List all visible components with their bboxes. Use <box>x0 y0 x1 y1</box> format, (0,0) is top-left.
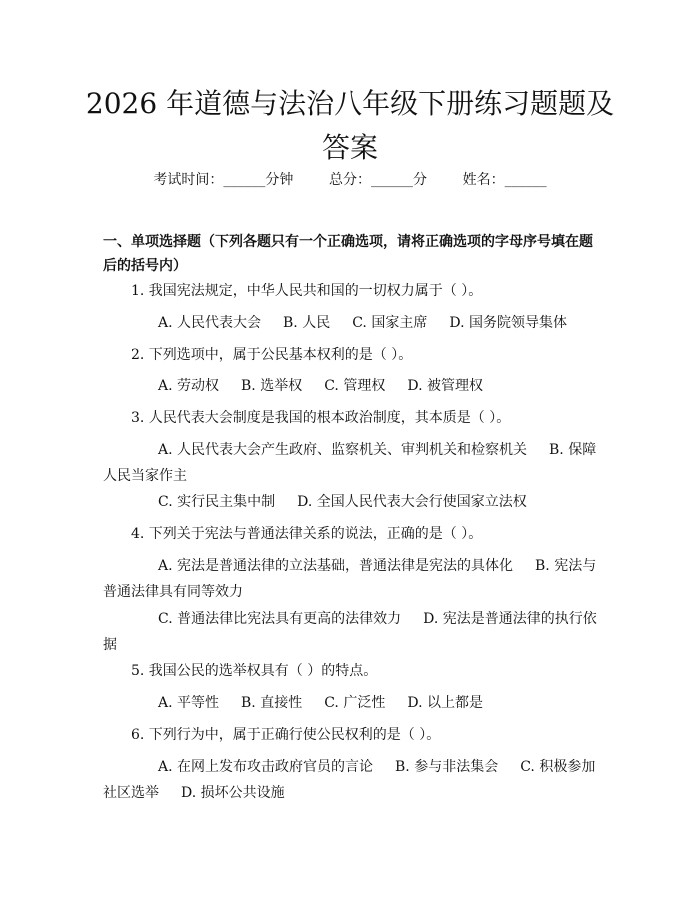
option-a: A. 在网上发布攻击政府官员的言论 <box>158 759 374 775</box>
question-6: 6. 下列行为中，属于正确行使公民权利的是（ ）。 <box>131 727 441 743</box>
option-b: B. 人民 <box>283 315 331 331</box>
option-a: A. 劳动权 <box>158 378 220 394</box>
option-b: B. 保障人民当家作主 <box>103 442 597 484</box>
option-b: B. 选举权 <box>241 378 303 394</box>
option-d: D. 国务院领导集体 <box>449 315 567 331</box>
option-a: A. 人民代表大会 <box>158 315 262 331</box>
option-d: D. 被管理权 <box>407 378 483 394</box>
option-b: B. 宪法与普通法律具有同等效力 <box>103 558 597 600</box>
exam-time: 考试时间：______分钟 <box>153 172 294 188</box>
question-1: 1. 我国宪法规定，中华人民共和国的一切权力属于（ ）。 <box>131 283 483 299</box>
option-d: D. 宪法是普通法律的执行依据 <box>103 611 597 653</box>
option-b: B. 参与非法集会 <box>395 759 499 775</box>
option-d: D. 全国人民代表大会行使国家立法权 <box>297 494 527 510</box>
option-d: D. 损坏公共设施 <box>181 785 285 801</box>
option-a: A. 人民代表大会产生政府、监察机关、审判机关和检察机关 <box>158 442 528 458</box>
question-1-options <box>103 310 655 336</box>
question-5: 5. 我国公民的选举权具有（ ）的特点。 <box>131 663 378 679</box>
question-4-options-ab <box>103 553 600 605</box>
document-title: 2026 年道德与法治八年级下册练习题题及答案 <box>85 87 615 164</box>
option-c: C. 普通法律比宪法具有更高的法律效力 <box>158 611 402 627</box>
option-a: A. 平等性 <box>158 695 220 711</box>
exam-meta <box>0 170 700 190</box>
option-c: C. 管理权 <box>324 378 386 394</box>
question-3-options-cd <box>103 489 655 515</box>
option-c: C. 实行民主集中制 <box>158 494 276 510</box>
question-3: 3. 人民代表大会制度是我国的根本政治制度，其本质是（ ）。 <box>131 410 511 426</box>
question-5-options <box>103 690 655 716</box>
student-name: 姓名：______ <box>462 172 547 188</box>
option-c: C. 积极参加社区选举 <box>103 759 596 801</box>
option-c: C. 广泛性 <box>324 695 386 711</box>
question-2: 2. 下列选项中，属于公民基本权利的是（ ）。 <box>131 347 413 363</box>
option-b: B. 直接性 <box>241 695 303 711</box>
question-2-options <box>103 373 655 399</box>
question-4-options-cd <box>103 606 600 658</box>
exam-score: 总分：______分 <box>329 172 427 188</box>
question-3-options-ab <box>103 437 600 489</box>
question-4: 4. 下列关于宪法与普通法律关系的说法，正确的是（ ）。 <box>131 526 483 542</box>
option-c: C. 国家主席 <box>352 315 428 331</box>
question-6-options <box>103 754 600 806</box>
option-d: D. 以上都是 <box>407 695 483 711</box>
section-title: 一、单项选择题（下列各题只有一个正确选项，请将正确选项的字母序号填在题后的括号内） <box>103 234 593 274</box>
option-a: A. 宪法是普通法律的立法基础，普通法律是宪法的具体化 <box>158 558 514 574</box>
